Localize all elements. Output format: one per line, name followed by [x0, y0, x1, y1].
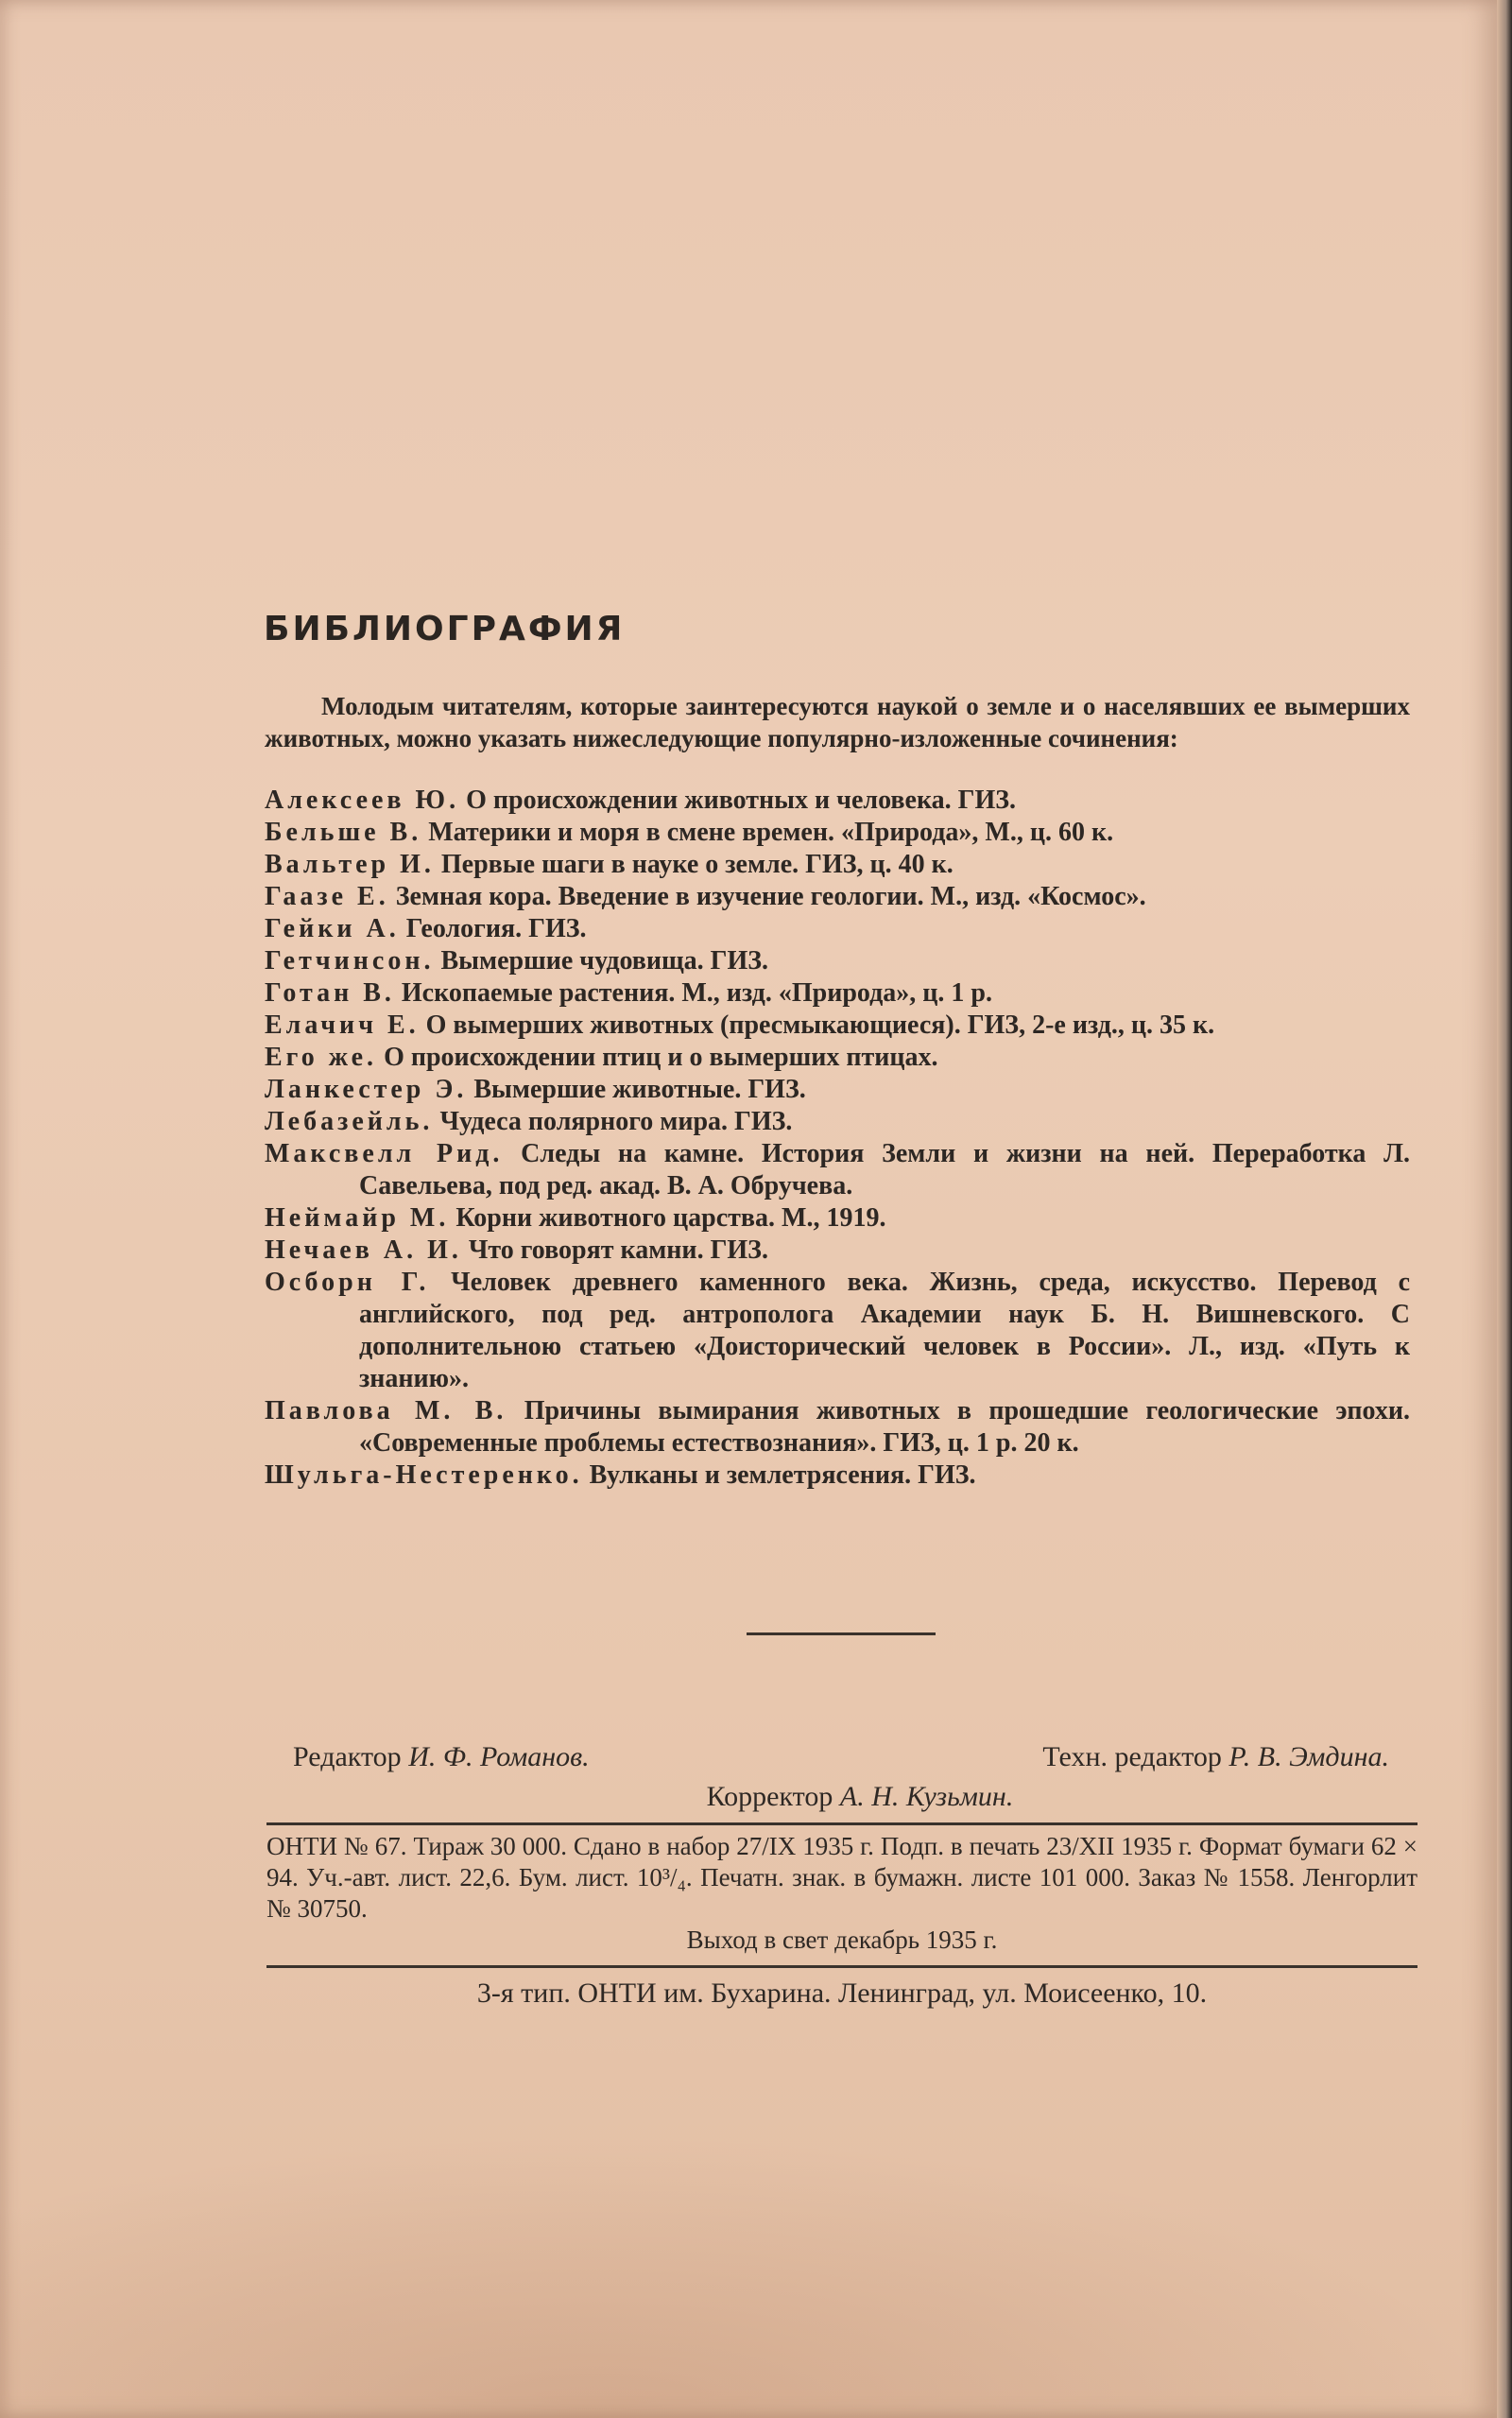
reference-text: Что говорят камни. ГИЗ. [468, 1235, 768, 1265]
reference-author: Лебазейль. [265, 1107, 434, 1136]
page-edge [1497, 0, 1512, 2418]
reference-item [265, 849, 1410, 881]
reference-item [265, 1202, 1410, 1235]
intro-text: Молодым читателям, которые заинтересуются наукой о земле и о населявших ее вымерших животных, можно указать нижеследующие популярно-изложенные сочинения: [265, 692, 1410, 752]
intro-paragraph [265, 690, 1410, 754]
reference-text: О вымерших животных (пресмыкающиеся). ГИЗ, 2-е изд., ц. 35 к. [425, 1010, 1215, 1040]
reference-item [265, 785, 1410, 817]
imprint-release: Выход в свет декабрь 1935 г. [686, 1926, 998, 1954]
reference-author: Елачич Е. [265, 1010, 420, 1040]
reference-author: Осборн Г. [265, 1268, 430, 1297]
reference-author: Гейки А. [265, 914, 400, 943]
reference-author: Гаазе Е. [265, 882, 389, 911]
reference-item [265, 1459, 1410, 1492]
reference-author: Готан В. [265, 978, 395, 1008]
reference-author: Его же. [265, 1043, 378, 1072]
reference-text: О происхождении животных и человека. ГИЗ. [466, 786, 1017, 815]
reference-item [265, 1042, 1410, 1074]
editor-label: Редактор [293, 1741, 402, 1772]
reference-author: Павлова М. В. [265, 1396, 507, 1425]
reference-author: Максвелл Рид. [265, 1139, 504, 1168]
reference-author: Бельше В. [265, 818, 422, 847]
reference-author: Неймайр М. [265, 1203, 450, 1233]
reference-text: Причины вымирания животных в прошедшие геологические эпохи. «Современные проблемы естествознания». ГИЗ, ц. 1 р. 20 к. [359, 1396, 1410, 1458]
reference-item [265, 977, 1410, 1010]
reference-item [265, 1395, 1410, 1459]
tech-editor-label: Техн. редактор [1042, 1741, 1222, 1772]
reference-item [265, 881, 1410, 913]
reference-item [265, 1106, 1410, 1138]
reference-text: Следы на камне. История Земли и жизни на ней. Переработка Л. Савельева, под ред. акад. В. А. Обручева. [359, 1139, 1410, 1200]
imprint-block [266, 1831, 1418, 1956]
reference-list [265, 785, 1410, 1492]
reference-author: Гетчинсон. [265, 946, 435, 976]
reference-text: Материки и моря в смене времен. «Природа», М., ц. 60 к. [428, 818, 1114, 847]
tech-editor-credit [1042, 1741, 1389, 1773]
reference-item [265, 913, 1410, 945]
reference-text: Человек древнего каменного века. Жизнь, среда, искусство. Перевод с английского, под ред. антрополога Академии наук Б. Н. Вишневского. С дополнительною статьею «Доисторический человек в России». Л., изд. «Путь к знанию». [359, 1268, 1411, 1393]
proofreader-credit [331, 1781, 1389, 1813]
printer-line: 3-я тип. ОНТИ им. Бухарина. Ленинград, ул. Моисеенко, 10. [476, 1978, 1208, 2009]
reference-item [265, 1235, 1410, 1267]
reference-item [265, 817, 1410, 849]
reference-text: Геология. ГИЗ. [405, 914, 587, 943]
reference-author: Ланкестер Э. [265, 1075, 468, 1104]
editor-credit [293, 1741, 590, 1773]
editor-name: И. Ф. Романов. [408, 1741, 590, 1772]
credits-row [293, 1741, 1389, 1773]
reference-text: Вулканы и землетрясения. ГИЗ. [589, 1460, 976, 1490]
reference-author: Нечаев А. И. [265, 1235, 462, 1265]
reference-text: Чудеса полярного мира. ГИЗ. [439, 1107, 793, 1136]
reference-author: Вальтер И. [265, 850, 435, 879]
reference-item [265, 1138, 1410, 1202]
imprint-details: ОНТИ № 67. Тираж 30 000. Сдано в набор 27/IX 1935 г. Подп. в печать 23/XII 1935 г. Формат бумаги 62 × 94. Уч.-авт. лист. 22,6. Бум. лист. 10³/₄. Печатн. знак. в бумажн. листе 101 000. Заказ № 1558. Ленгорлит № 30750. [266, 1832, 1418, 1923]
imprint-bottom-rule [266, 1965, 1418, 1968]
tech-editor-name: Р. В. Эмдина. [1228, 1741, 1389, 1772]
reference-text: Земная кора. Введение в изучение геологии. М., изд. «Космос». [395, 882, 1146, 911]
section-divider [747, 1632, 936, 1635]
proofreader-label: Корректор [706, 1781, 833, 1812]
reference-text: Корни животного царства. М., 1919. [455, 1203, 886, 1233]
reference-text: Ископаемые растения. М., изд. «Природа», ц. 1 р. [401, 978, 992, 1008]
reference-item [265, 945, 1410, 977]
bibliography-heading: БИБЛИОГРАФИЯ [264, 610, 626, 648]
credits-block [293, 1741, 1389, 1813]
reference-item [265, 1010, 1410, 1042]
reference-text: О происхождении птиц и о вымерших птицах. [384, 1043, 938, 1072]
reference-author: Шульга-Нестеренко. [265, 1460, 583, 1490]
imprint-top-rule [266, 1822, 1418, 1825]
reference-author: Алексеев Ю. [265, 786, 460, 815]
reference-text: Вымершие животные. ГИЗ. [473, 1075, 806, 1104]
reference-text: Первые шаги в науке о земле. ГИЗ, ц. 40 к. [440, 850, 954, 879]
reference-item [265, 1074, 1410, 1106]
reference-item [265, 1267, 1410, 1395]
proofreader-name: А. Н. Кузьмин. [839, 1781, 1014, 1812]
reference-text: Вымершие чудовища. ГИЗ. [440, 946, 769, 976]
